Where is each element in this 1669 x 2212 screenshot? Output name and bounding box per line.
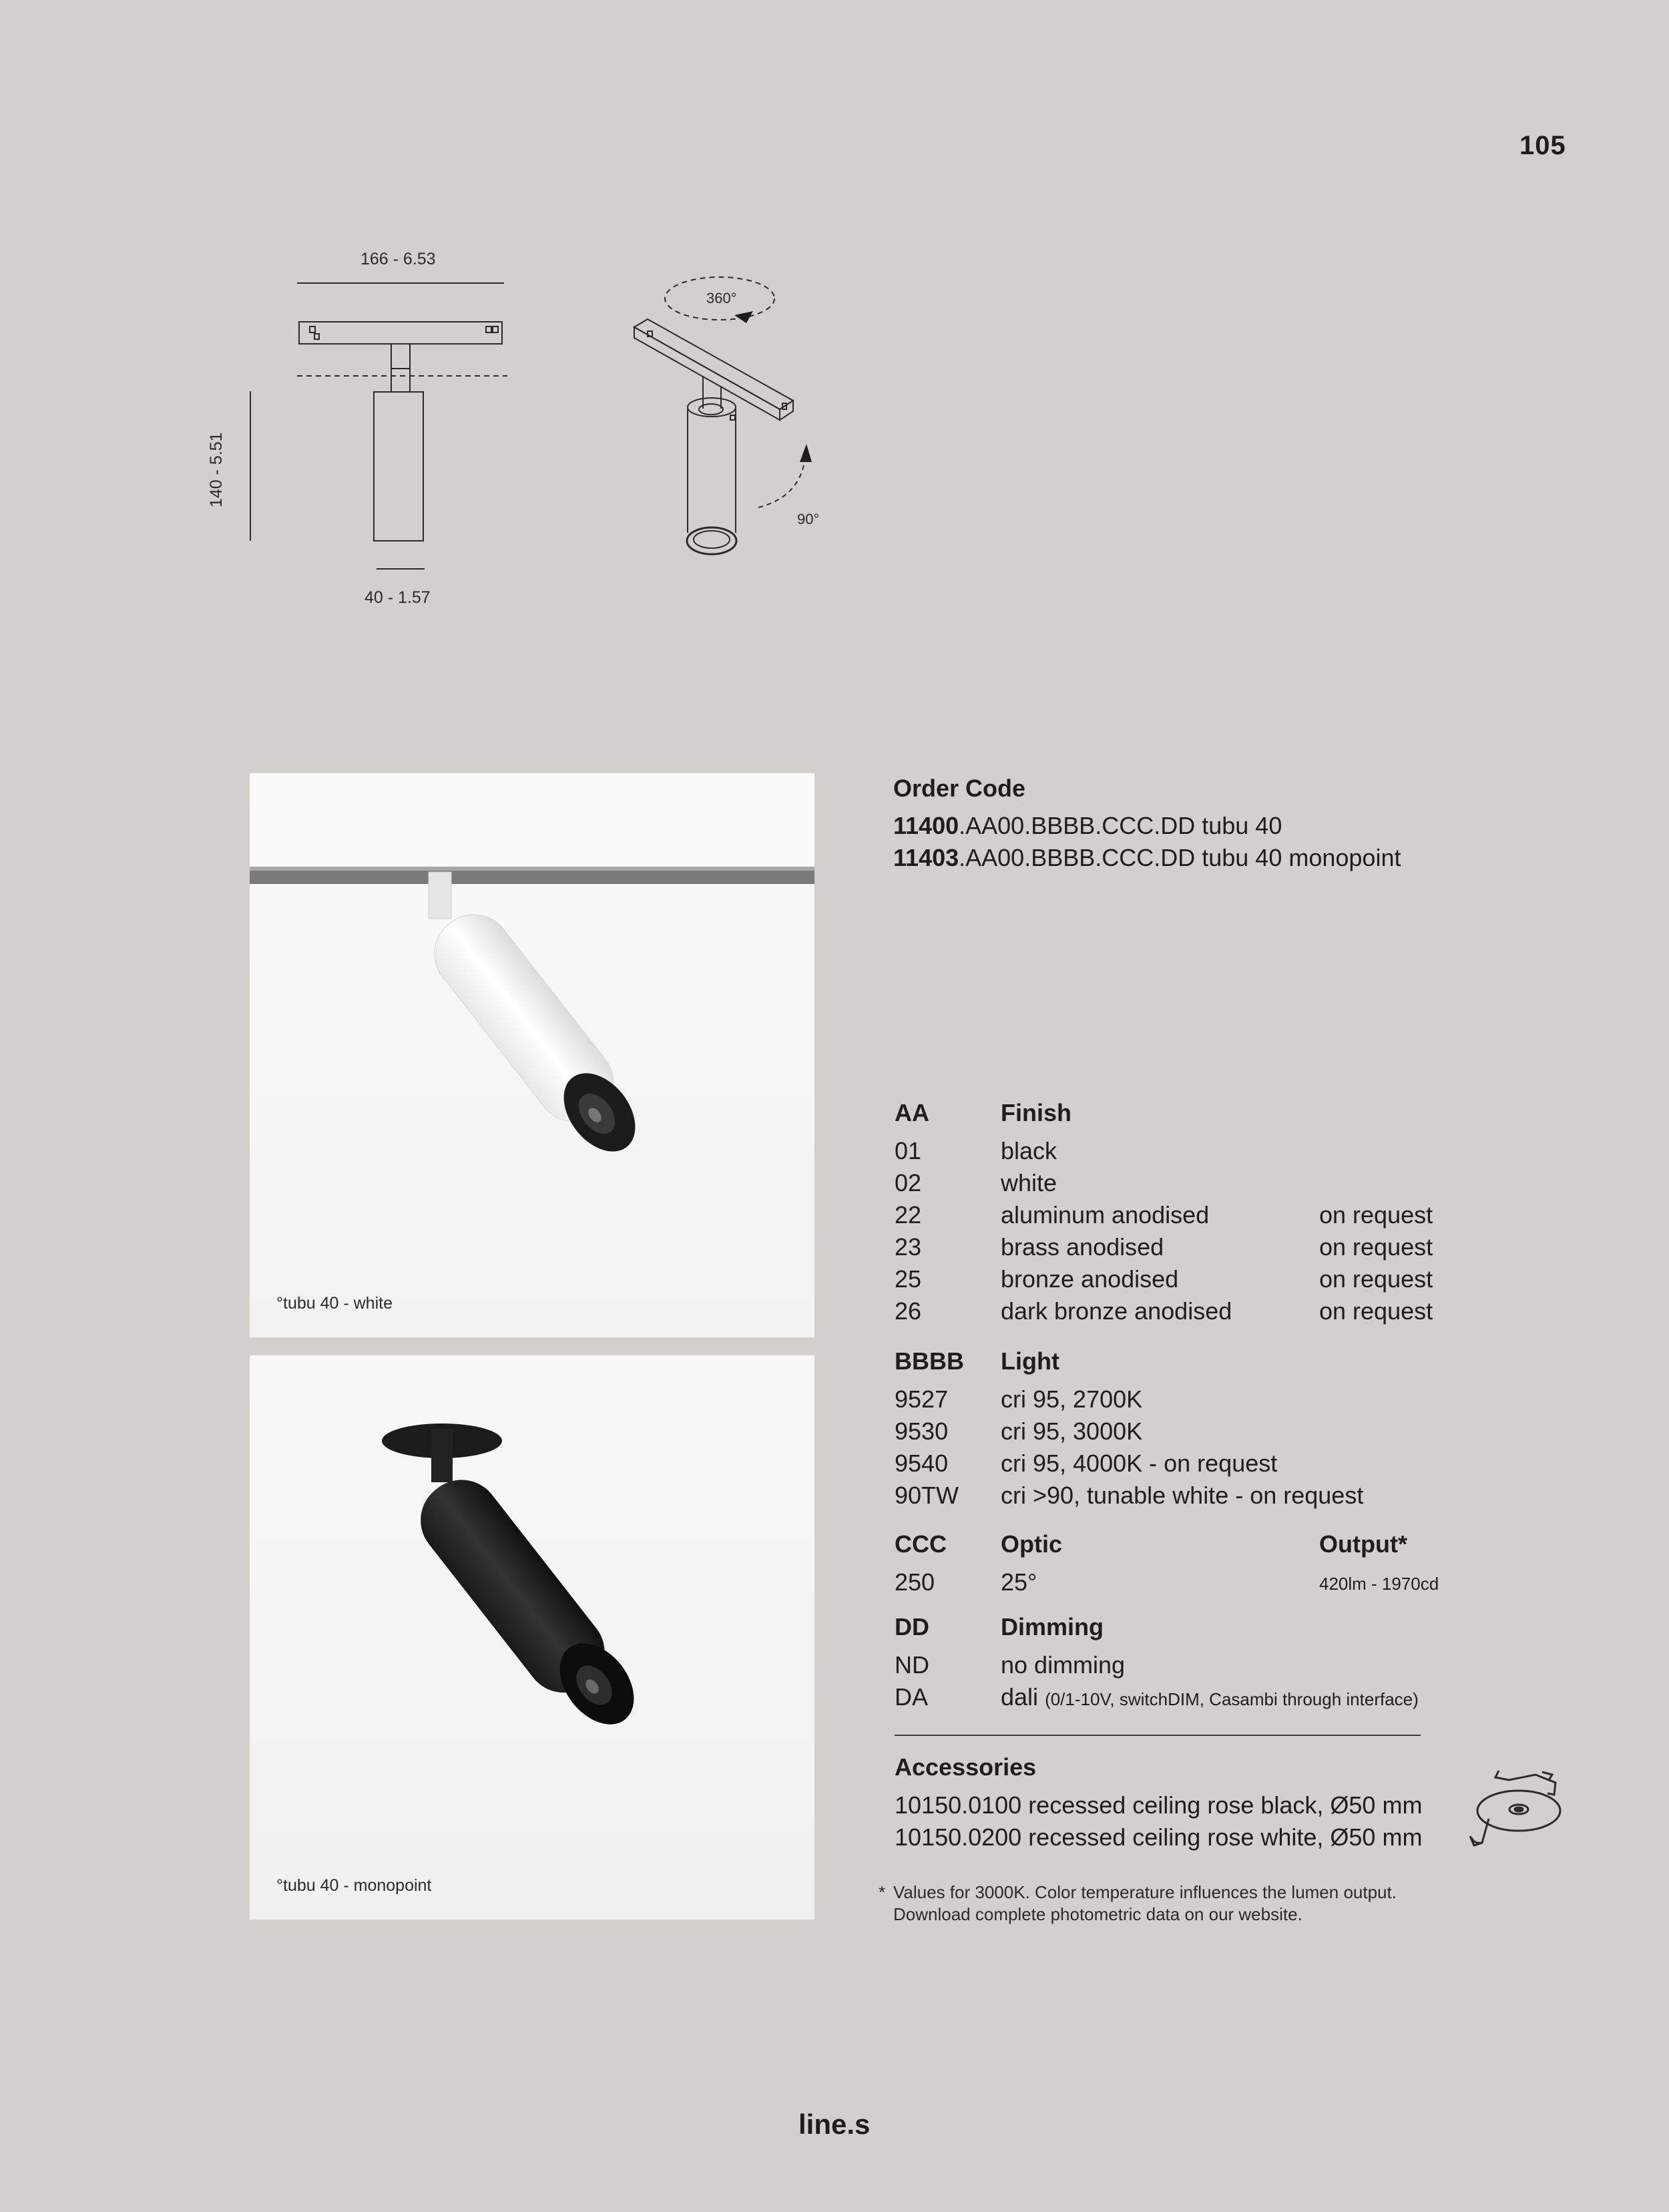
finish-code: 23 (895, 1233, 922, 1261)
footnote-line: Download complete photometric data on our website. (893, 1904, 1302, 1924)
dimming-header: Dimming (1001, 1613, 1104, 1640)
finish-code: 22 (895, 1201, 922, 1229)
finish-note: on request (1319, 1297, 1433, 1325)
light-code: 9540 (895, 1450, 949, 1477)
finish-name: white (1001, 1169, 1057, 1196)
dimming-detail: (0/1-10V, switchDIM, Casambi through interface) (1045, 1689, 1419, 1709)
finish-name: black (1001, 1137, 1057, 1164)
diameter-dimension-label: 40 - 1.57 (365, 588, 431, 607)
light-names (1001, 1383, 1363, 1512)
finish-code: 01 (895, 1137, 922, 1164)
footnote (893, 1882, 1397, 1926)
dimming-names (1001, 1649, 1419, 1715)
photo-caption-monopoint: °tubu 40 - monopoint (276, 1876, 432, 1895)
product-photo-white (250, 773, 814, 1337)
photo-caption-white: °tubu 40 - white (276, 1294, 393, 1313)
technical-drawing (0, 0, 868, 601)
footnote-mark: * (879, 1882, 886, 1902)
height-dimension-label: 140 - 5.51 (207, 432, 226, 507)
finish-codes (895, 1135, 921, 1327)
product-photo-monopoint (250, 1355, 814, 1920)
white-spotlight-illustration (250, 773, 814, 1337)
width-dimension-label: 166 - 6.53 (361, 250, 436, 268)
dimming-name: no dimming (1001, 1651, 1126, 1679)
light-name: cri >90, tunable white - on request (1001, 1482, 1364, 1509)
rotation-label: 360° (706, 290, 737, 306)
finish-name: aluminum anodised (1001, 1201, 1210, 1229)
finish-note: on request (1319, 1265, 1433, 1293)
optic-code-header: CCC (895, 1530, 947, 1558)
finish-name: brass anodised (1001, 1233, 1164, 1261)
light-code: 9530 (895, 1417, 949, 1445)
finish-note: on request (1319, 1201, 1433, 1229)
brand-footer: line.s (798, 2109, 871, 2140)
footnote-line: Values for 3000K. Color temperature influences the lumen output. (893, 1882, 1397, 1902)
accessories-list (895, 1789, 1422, 1853)
accessories-title: Accessories (895, 1753, 1037, 1781)
accessory-item: 10150.0100 recessed ceiling rose black, Ø50 mm (895, 1791, 1423, 1819)
page-number: 105 (1519, 131, 1566, 160)
tilt-label: 90° (797, 511, 820, 527)
light-header: Light (1001, 1347, 1059, 1375)
light-code: 9527 (895, 1385, 949, 1413)
optic-code: 250 (895, 1568, 935, 1596)
optic-header: Optic (1001, 1530, 1063, 1558)
finish-note (1319, 1135, 1433, 1167)
light-codes (895, 1383, 959, 1512)
finish-note: on request (1319, 1233, 1433, 1261)
light-name: cri 95, 2700K (1001, 1385, 1143, 1413)
order-code-line (893, 844, 1401, 872)
dimming-name: dali (1001, 1683, 1039, 1711)
finish-name: bronze anodised (1001, 1265, 1179, 1293)
light-name: cri 95, 3000K (1001, 1417, 1143, 1445)
order-code-number: 11403 (893, 844, 959, 871)
order-code-title: Order Code (893, 775, 1026, 802)
optic-angle: 25° (1001, 1568, 1037, 1596)
light-code: 90TW (895, 1482, 959, 1509)
optic-output: 420lm - 1970cd (1319, 1574, 1439, 1594)
output-header: Output* (1319, 1530, 1407, 1558)
dimming-code: DA (895, 1683, 929, 1711)
finish-code: 02 (895, 1169, 922, 1196)
order-code-line (893, 812, 1282, 840)
order-code-suffix: .AA00.BBBB.CCC.DD tubu 40 (959, 812, 1282, 839)
section-divider (895, 1735, 1421, 1736)
ceiling-rose-drawing (1462, 1763, 1582, 1863)
accessory-item: 10150.0200 recessed ceiling rose white, Ø50 mm (895, 1823, 1423, 1851)
finish-note (1319, 1167, 1433, 1199)
finish-notes (1319, 1135, 1433, 1327)
dimming-code-header: DD (895, 1613, 929, 1640)
finish-names (1001, 1135, 1232, 1327)
order-code-suffix: .AA00.BBBB.CCC.DD tubu 40 monopoint (959, 844, 1401, 871)
order-code-number: 11400 (893, 812, 959, 839)
finish-code-header: AA (895, 1099, 929, 1126)
dimming-code: ND (895, 1651, 929, 1679)
finish-name: dark bronze anodised (1001, 1297, 1232, 1325)
light-name: cri 95, 4000K - on request (1001, 1450, 1278, 1477)
finish-code: 26 (895, 1297, 922, 1325)
finish-code: 25 (895, 1265, 922, 1293)
dimming-codes (895, 1649, 929, 1713)
finish-header: Finish (1001, 1099, 1071, 1126)
light-code-header: BBBB (895, 1347, 964, 1375)
black-spotlight-illustration (250, 1355, 814, 1920)
